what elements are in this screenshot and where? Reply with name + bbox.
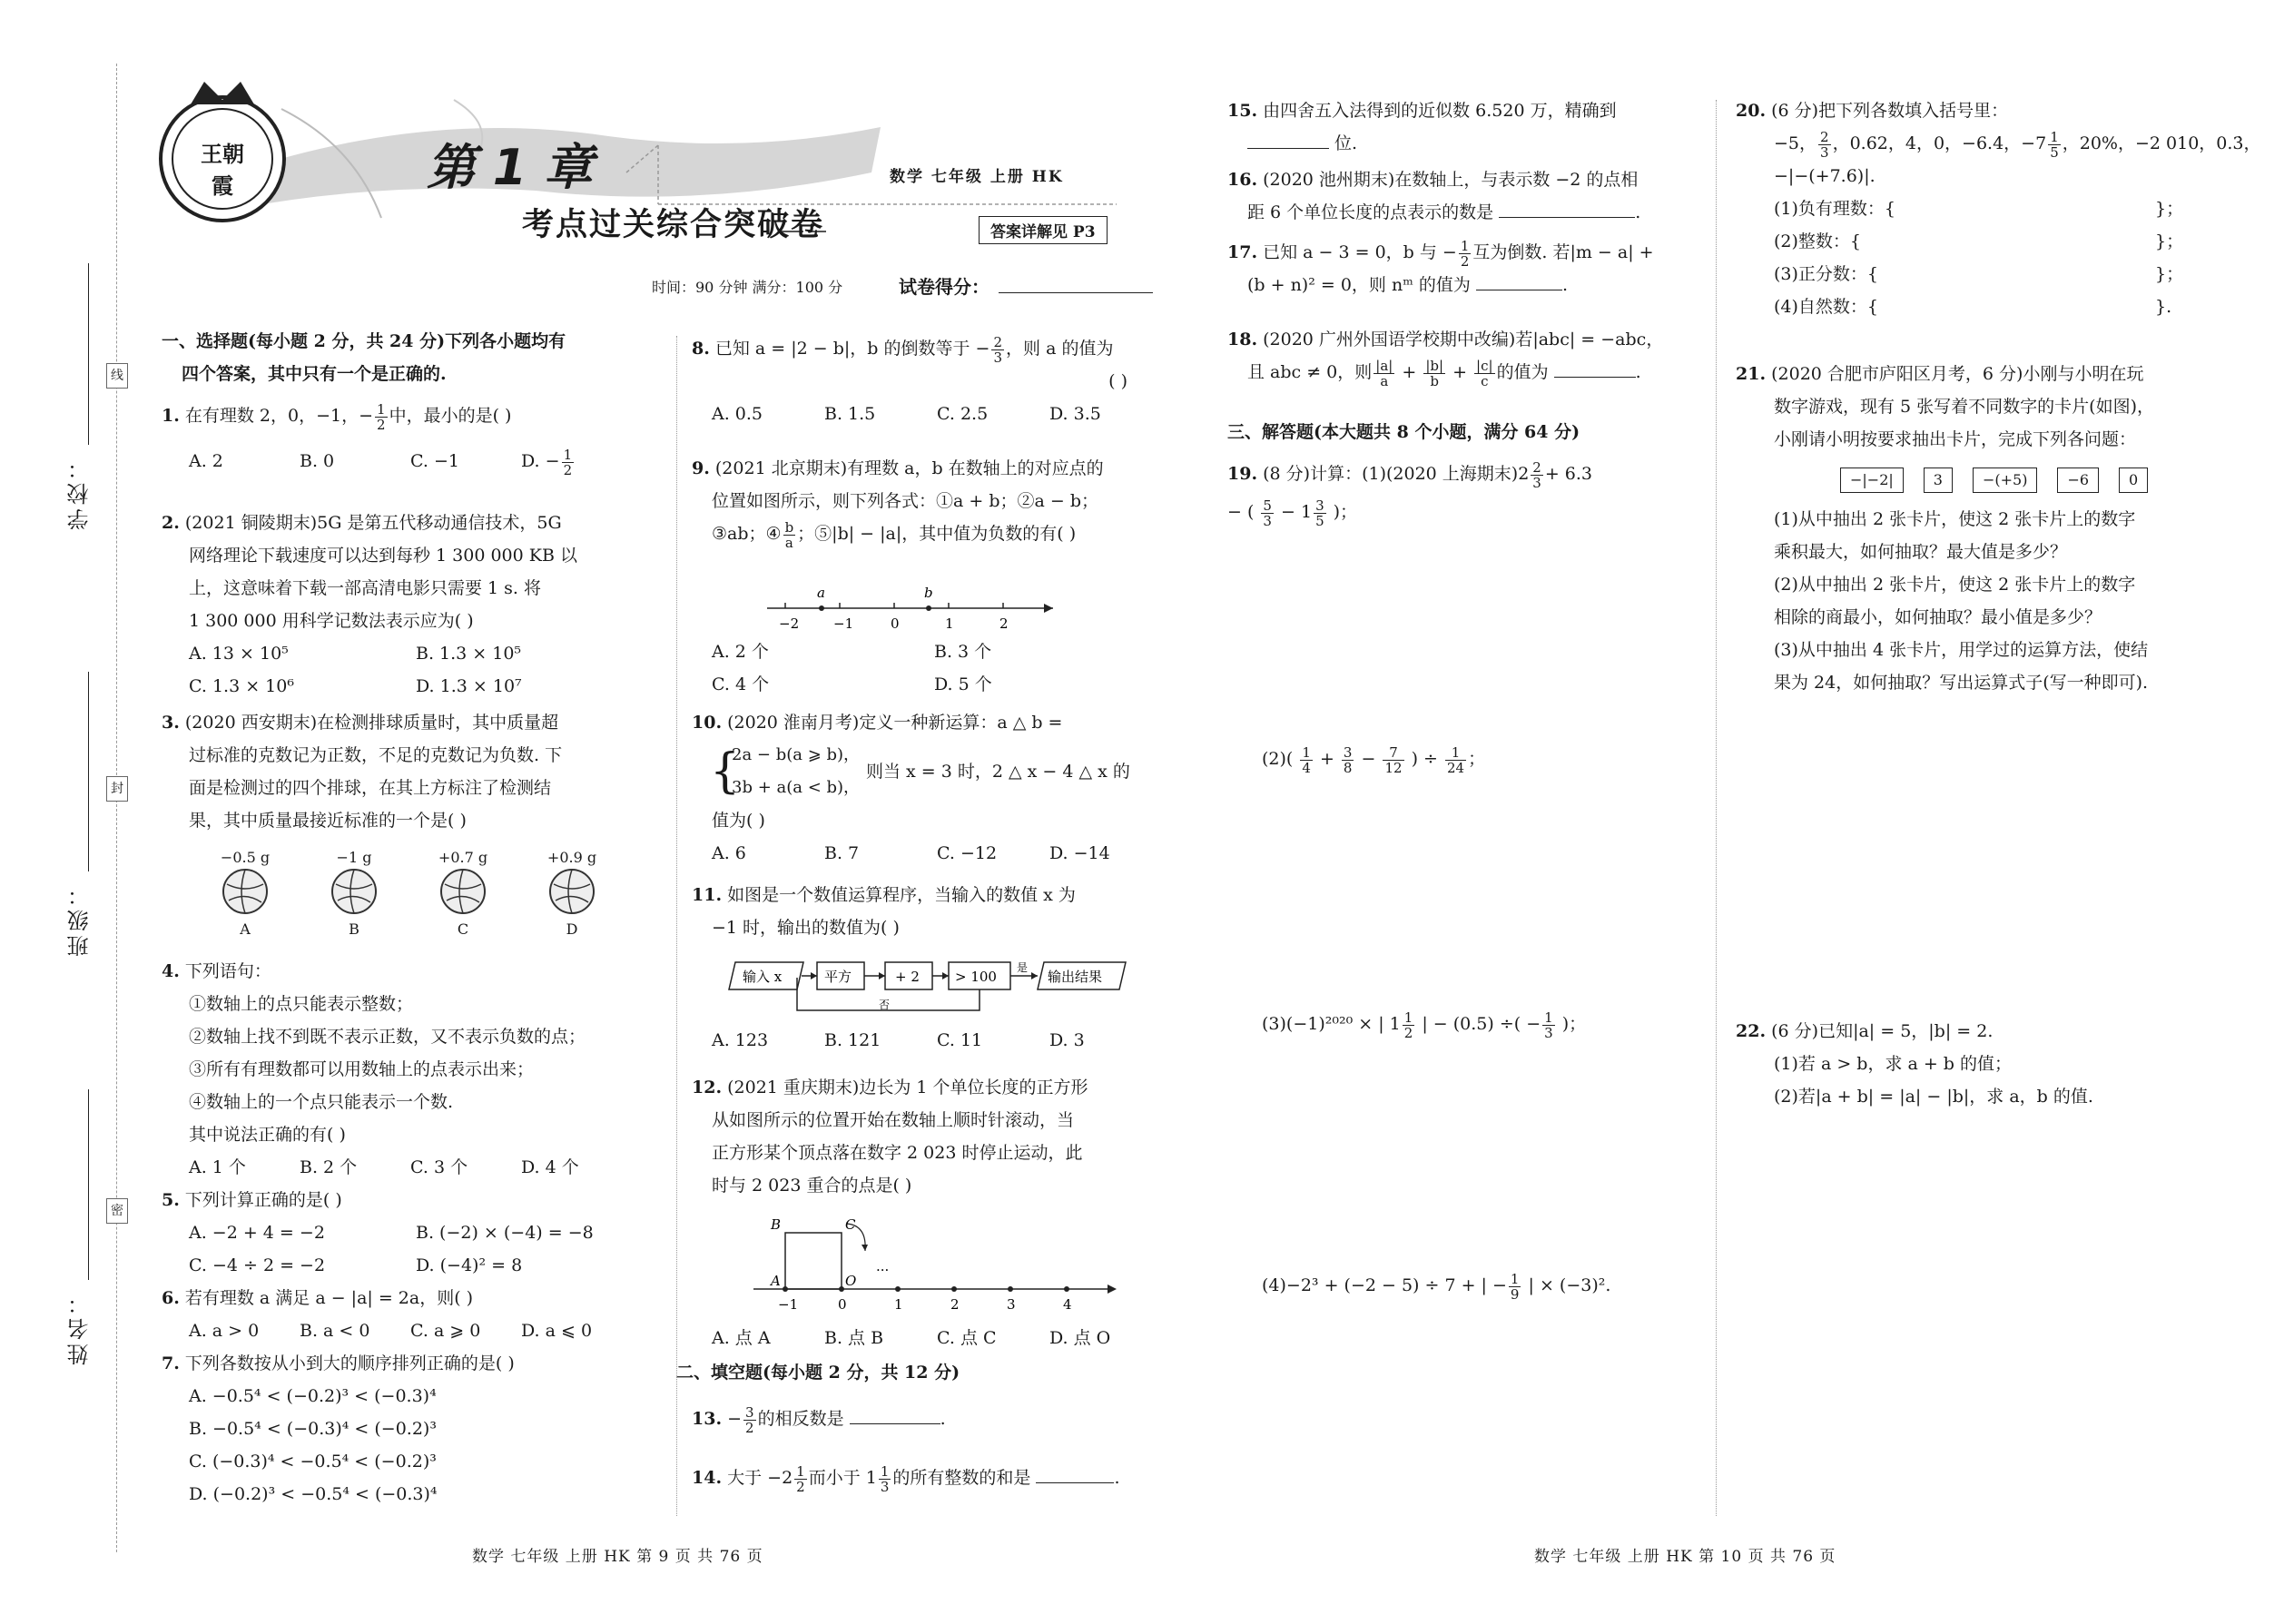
q20-set-1[interactable]: (1)负有理数：{: [1774, 199, 1896, 219]
q5-option-c[interactable]: C. −4 ÷ 2 = −2: [189, 1255, 326, 1275]
q4-option-b[interactable]: B. 2 个: [300, 1157, 358, 1177]
q4-line-6: 其中说法正确的有( ): [189, 1125, 346, 1145]
section-1-title: 一、选择题(每小题 2 分，共 24 分)下列各小题均有: [162, 331, 566, 351]
q12-tick-1: 1: [894, 1296, 903, 1313]
question-2: [162, 507, 656, 703]
q10-case-1: 2a − b(a ⩾ b)，: [732, 745, 861, 764]
q1-option-a[interactable]: A. 2: [189, 451, 223, 471]
q19-part-3: (3)(−1)²⁰²⁰ × | 1 $\frac{1}{2}$ | − (0.5) ÷( − $\frac{1}{3}$ )；: [1262, 1009, 1587, 1041]
q7-option-d[interactable]: D. (−0.2)³ < −0.5⁴ < (−0.3)⁴: [189, 1484, 438, 1504]
question-3: [162, 706, 656, 837]
q12-vertex-b: B: [771, 1216, 782, 1233]
seal-char-line: 线: [106, 363, 128, 389]
q11-flow-square: 平方: [824, 969, 852, 985]
q20-set-4[interactable]: (4)自然数：{: [1774, 297, 1879, 317]
q22-number: 22.: [1736, 1021, 1767, 1041]
q11-options: [692, 1024, 1164, 1057]
q10-number: 10.: [692, 713, 723, 733]
q8-option-a[interactable]: A. 0.5: [712, 404, 763, 424]
card-3[interactable]: −(+5): [1973, 468, 2037, 493]
q4-option-a[interactable]: A. 1 个: [189, 1157, 246, 1177]
q10-brace: {: [710, 744, 741, 799]
q15-blank[interactable]: [1247, 128, 1329, 149]
q7-option-a[interactable]: A. −0.5⁴ < (−0.2)³ < (−0.3)⁴: [189, 1386, 437, 1406]
q11-option-c[interactable]: C. 11: [937, 1030, 983, 1050]
q2-option-a[interactable]: A. 13 × 10⁵: [189, 644, 289, 664]
q10-option-b[interactable]: B. 7: [824, 843, 860, 863]
q17-blank[interactable]: [1476, 270, 1562, 290]
q20-set-3[interactable]: (3)正分数：{: [1774, 264, 1879, 284]
name-label: 姓名：: [67, 1289, 93, 1365]
q9-line-3a: ③ab；④: [712, 524, 782, 544]
q3-ball-d[interactable]: +0.9 g D: [546, 849, 597, 938]
q1-number: 1.: [162, 406, 180, 426]
section-2: [676, 1356, 1167, 1389]
q14-blank[interactable]: [1036, 1462, 1114, 1483]
volleyball-icon: [438, 866, 488, 917]
q12-tick-0: 0: [838, 1296, 847, 1313]
seal-char-seal: 封: [106, 776, 128, 802]
q3-ball-b[interactable]: −1 g B: [300, 849, 409, 949]
question-1: [162, 399, 656, 477]
q12-option-d[interactable]: D. 点 O: [1049, 1328, 1111, 1348]
q9-options: [692, 635, 1164, 701]
q8-answer-paren[interactable]: ( ): [1108, 371, 1127, 391]
q12-line-1: (2021 重庆期末)边长为 1 个单位长度的正方形: [727, 1078, 1088, 1097]
q10-option-c[interactable]: C. −12: [937, 843, 998, 863]
q14-number: 14.: [692, 1468, 723, 1488]
q4-option-d[interactable]: D. 4 个: [521, 1157, 579, 1177]
q9-point-a: [819, 605, 824, 611]
q9-tick-m2: −2: [779, 615, 800, 632]
q9-option-d[interactable]: D. 5 个: [934, 674, 992, 694]
q3-ball-c[interactable]: +0.7 g C: [438, 849, 488, 938]
q2-line-3: 上，这意味着下载一部高清电影只需要 1 s. 将: [189, 578, 541, 598]
q11-option-a[interactable]: A. 123: [712, 1030, 769, 1050]
q3-line-2: 过标准的克数记为正数，不足的克数记为负数. 下: [189, 745, 563, 765]
q1-text-2: 中，最小的是( ): [389, 406, 512, 426]
q9-tick-m1: −1: [833, 615, 854, 632]
q12-vertex-c: C: [845, 1216, 856, 1233]
seal-char-secret: 密: [106, 1198, 128, 1224]
q16-blank[interactable]: [1499, 197, 1635, 218]
q9-option-c[interactable]: C. 4 个: [712, 674, 770, 694]
class-field[interactable]: [88, 672, 89, 871]
q20-set-2[interactable]: (2)整数：{: [1774, 231, 1862, 251]
q4-statement-4: ④数轴上的一个点只能表示一个数.: [189, 1092, 454, 1112]
q12-line-2: 从如图所示的位置开始在数轴上顺时针滚动，当: [712, 1110, 1075, 1130]
score-field[interactable]: [999, 292, 1153, 293]
exam-title: 考点过关综合突破卷: [522, 206, 825, 243]
q7-number: 7.: [162, 1353, 180, 1373]
section-2-title: 二、填空题(每小题 2 分，共 12 分): [676, 1363, 960, 1383]
q10-option-d[interactable]: D. −14: [1049, 843, 1110, 863]
card-4[interactable]: −6: [2057, 468, 2099, 493]
q7-text: 下列各数按从小到大的顺序排列正确的是( ): [184, 1353, 515, 1373]
q15-line-1: 由四舍五入法得到的近似数 6.520 万，精确到: [1263, 101, 1617, 121]
q10-line-1: (2020 淮南月考)定义一种新运算：a △ b =: [727, 713, 1063, 733]
question-6: [162, 1282, 656, 1347]
q19-part-2: (2)( $\frac{1}{4}$ + $\frac{3}{8}$ − $\frac{7}{12}$ ) ÷ $\frac{1}{24}$ ；: [1262, 743, 1486, 776]
q9-number-line: [763, 583, 1062, 637]
q12-option-b[interactable]: B. 点 B: [824, 1328, 884, 1348]
q16-line-1: (2020 池州期末)在数轴上，与表示数 −2 的点相: [1263, 170, 1639, 190]
q1-option-c[interactable]: C. −1: [410, 451, 459, 471]
question-9: 9. (2021 北京期末)有理数 a，b 在数轴上的对应点的 位置如图所示，则下列各式：①a + b；②a − b； ③ab；④ $\frac{b}{a}$ ；⑤|b| − |a|，其中值为负数的有( ): [692, 452, 1164, 550]
card-5[interactable]: 0: [2119, 468, 2148, 493]
q11-flow-compare: > 100: [955, 969, 997, 985]
q8-option-d[interactable]: D. 3.5: [1049, 404, 1101, 424]
subject-tags: 数学 七年级 上册 HK: [890, 168, 1064, 186]
q20-number: 20.: [1736, 101, 1767, 121]
question-22: 22. (6 分)已知|a| = 5，|b| = 2. (1)若 a > b，求 a + b 的值； (2)若|a + b| = |a| − |b|，求 a，b 的值.: [1736, 1021, 2093, 1107]
footer-left: 数学 七年级 上册 HK 第 9 页 共 76 页: [472, 1548, 763, 1566]
volleyball-icon: [220, 866, 271, 917]
question-20: 20. (6 分)把下列各数填入括号里： −5， $\frac{2}{3}$ ，0.62，4，0，−6.4，−7 $\frac{1}{5}$ ，20%，−2 010，0.3̇， −|−(+7.6)|. (1)负有理数：{ }； (2)整数：{ }； (3)正分数：{ }； (4)自然数：{ }.: [1736, 94, 2235, 323]
q7-option-c[interactable]: C. (−0.3)⁴ < −0.5⁴ < (−0.2)³: [189, 1452, 437, 1471]
q12-line-3: 正方形某个顶点落在数字 2 023 时停止运动，此: [712, 1143, 1083, 1163]
q4-number: 4.: [162, 961, 180, 981]
q5-option-a[interactable]: A. −2 + 4 = −2: [189, 1223, 325, 1243]
q11-number: 11.: [692, 885, 723, 905]
q9-point-b: [926, 605, 931, 611]
q3-number: 3.: [162, 713, 180, 733]
q13-text: 的相反数是: [757, 1409, 844, 1429]
q17-number: 17.: [1227, 242, 1258, 262]
footer-right: 数学 七年级 上册 HK 第 10 页 共 76 页: [1534, 1548, 1836, 1566]
q2-option-b[interactable]: B. 1.3 × 10⁵: [416, 644, 522, 664]
q9-tick-0: 0: [891, 615, 900, 632]
q11-flow-input: 输入 x: [743, 969, 783, 985]
q5-option-d[interactable]: D. (−4)² = 8: [416, 1255, 523, 1275]
q9-line-1: (2021 北京期末)有理数 a，b 在数轴上的对应点的: [714, 458, 1104, 478]
section-1-title-2: 四个答案，其中只有一个是正确的.: [182, 364, 447, 384]
q18-blank[interactable]: [1554, 357, 1636, 378]
q2-option-d[interactable]: D. 1.3 × 10⁷: [416, 676, 522, 696]
answer-ref-box: 答案详解见 P3: [979, 216, 1108, 244]
q12-tick-m1: −1: [778, 1296, 799, 1313]
q9-line-3b: ；⑤|b| − |a|，其中值为负数的有( ): [797, 524, 1077, 544]
q12-dots: ...: [876, 1258, 890, 1275]
q12-number-line: [749, 1216, 1130, 1321]
q12-tick-3: 3: [1007, 1296, 1016, 1313]
chapter-title: 第 1 章: [427, 139, 594, 196]
question-17: 17. 已知 a − 3 = 0，b 与 − $\frac{1}{2}$ 互为倒数. 若|m − a| + (b + n)² = 0，则 nᵐ 的值为 .: [1227, 237, 1654, 295]
q6-number: 6.: [162, 1288, 180, 1308]
volleyball-icon: [546, 866, 597, 917]
q8-option-b[interactable]: B. 1.5: [824, 404, 876, 424]
q3-ball-a[interactable]: −0.5 g A: [220, 849, 271, 938]
school-label: 学校：: [67, 454, 93, 530]
question-8: 8. 已知 a = |2 − b|，b 的倒数等于 − $\frac{2}{3}$ ，则 a 的值为 ( ) A. 0.5 B. 1.5 C. 2.5 D. 3.5: [692, 332, 1164, 430]
question-14: 14. 大于 −2 $\frac{1}{2}$ 而小于 1 $\frac{1}{3}$ 的所有整数的和是 .: [692, 1462, 1120, 1495]
q11-flow-no: 否: [879, 999, 891, 1011]
q9-tick-2: 2: [999, 615, 1009, 632]
q11-flowchart: [726, 958, 1135, 1017]
q8-text-2: ，则 a 的值为: [1006, 339, 1114, 359]
q18-line-1: (2020 广州外国语学校期中改编)若|abc| = −abc，: [1263, 330, 1664, 349]
q2-number: 2.: [162, 513, 180, 533]
question-21: 21. (2020 合肥市庐阳区月考，6 分)小刚与小明在玩 数字游戏，现有 5 张写着不同数字的卡片(如图)， 小刚请小明按要求抽出卡片，完成下列各问题： −|−2| 3 −(+5) −6 0 (1)从中抽出 2 张卡片，使这 2 张卡片上的数字 乘积最大，如何抽取？最大值是多少？ (2)从中抽出 2 张卡片，使这 2 张卡片上的数字 相除的商最小，如何抽取？最小值是多少？ (3)从中抽出 4 张卡片，用学过的运算方法，使结 果为 24，如何抽取？写出运算式子(写一种即可).: [1736, 364, 2154, 693]
q3-line-1: (2020 西安期末)在检测排球质量时，其中质量超: [184, 713, 559, 733]
score-label: 试卷得分：: [899, 276, 989, 298]
q11-flow-output: 输出结果: [1048, 969, 1103, 985]
question-7: [162, 1347, 656, 1511]
q3-line-3: 面是检测过的四个排球，在其上方标注了检测结: [189, 778, 552, 798]
q19-part-4: (4)−2³ + (−2 − 5) ÷ 7 + | − $\frac{1}{9}$ | × (−3)².: [1262, 1270, 1611, 1303]
q11-option-d[interactable]: D. 3: [1049, 1030, 1085, 1050]
q12-option-a[interactable]: A. 点 A: [712, 1328, 771, 1348]
q10-option-a[interactable]: A. 6: [712, 843, 746, 863]
q6-text: 若有理数 a 满足 a − |a| = 2a，则( ): [184, 1288, 474, 1308]
q12-vertex-o: O: [845, 1273, 857, 1289]
question-5: [162, 1184, 656, 1282]
q6-option-c[interactable]: C. a ⩾ 0: [410, 1321, 481, 1341]
time-info: 时间：90 分钟 满分：100 分: [652, 279, 843, 296]
q18-number: 18.: [1227, 330, 1258, 349]
section-1: [162, 325, 656, 390]
q12-tick-2: 2: [950, 1296, 960, 1313]
logo: 王朝霞: [201, 141, 244, 199]
q8-option-c[interactable]: C. 2.5: [937, 404, 989, 424]
question-12: [692, 1071, 1164, 1202]
question-15: 15. 由四舍五入法得到的近似数 6.520 万，精确到 位.: [1227, 101, 1617, 153]
q9-tick-1: 1: [945, 615, 954, 632]
q10-after: 则当 x = 3 时，2 △ x − 4 △ x 的: [866, 762, 1130, 782]
q8-text: 已知 a = |2 − b|，b 的倒数等于 −: [714, 339, 990, 359]
q12-square: [785, 1233, 842, 1289]
q13-number: 13.: [692, 1409, 723, 1429]
q11-flow-add2: + 2: [895, 969, 920, 985]
q8-number: 8.: [692, 339, 710, 359]
q4-statement-3: ③所有有理数都可以用数轴上的点表示出来；: [189, 1059, 535, 1079]
question-11: [692, 879, 1164, 944]
q2-line-1: (2021 铜陵期末)5G 是第五代移动通信技术，5G: [184, 513, 562, 533]
binding-cut-line: [116, 64, 117, 1552]
q4-statement-1: ①数轴上的点只能表示整数；: [189, 994, 414, 1014]
column-divider-1: [676, 336, 677, 1516]
q11-flow-yes: 是: [1017, 961, 1029, 974]
q9-label-a: a: [817, 585, 825, 601]
q10-line-4: 值为( ): [712, 811, 765, 831]
q9-line-2: 位置如图所示，则下列各式：①a + b；②a − b；: [712, 491, 1098, 511]
q3-balls: [191, 849, 626, 949]
q2-line-4: 1 300 000 用科学记数法表示应为( ): [189, 611, 474, 631]
q1-option-d[interactable]: D. − $\frac{1}{2}$: [521, 446, 573, 478]
q11-line-2: −1 时，输出的数值为( ): [712, 918, 900, 938]
question-19: 19. (8 分)计算：(1)(2020 上海期末)2 $\frac{2}{3}$ + 6.3 − ( $\frac{5}{3}$ − 1 $\frac{3}{5}$ )；: [1227, 458, 1593, 529]
column-divider-3: [1716, 100, 1717, 1516]
q6-option-a[interactable]: A. a > 0: [189, 1321, 260, 1341]
q9-option-a[interactable]: A. 2 个: [712, 642, 769, 662]
q15-number: 15.: [1227, 101, 1258, 121]
q13-blank[interactable]: [850, 1403, 940, 1424]
class-label: 班级：: [67, 881, 93, 957]
school-field[interactable]: [88, 263, 89, 445]
q12-line-4: 时与 2 023 重合的点是( ): [712, 1176, 912, 1196]
q4-option-c[interactable]: C. 3 个: [410, 1157, 468, 1177]
volleyball-icon: [329, 866, 379, 917]
q4-statement-2: ②数轴上找不到既不表示正数，又不表示负数的点；: [189, 1027, 586, 1047]
card-2[interactable]: 3: [1924, 468, 1953, 493]
frac-half: $\frac{1}{2}$: [377, 400, 386, 433]
question-13: 13. − $\frac{3}{2}$ 的相反数是 .: [692, 1403, 946, 1436]
q12-tick-4: 4: [1063, 1296, 1072, 1313]
q16-number: 16.: [1227, 170, 1258, 190]
q2-line-2: 网络理论下载速度可以达到每秒 1 300 000 KB 以: [189, 546, 577, 566]
card-1[interactable]: −|−2|: [1840, 468, 1904, 493]
name-field[interactable]: [88, 1089, 89, 1280]
question-4: [162, 955, 656, 1184]
q12-vertex-a: A: [771, 1273, 781, 1289]
q7-option-b[interactable]: B. −0.5⁴ < (−0.3)⁴ < (−0.2)³: [189, 1419, 437, 1439]
q2-option-c[interactable]: C. 1.3 × 10⁶: [189, 676, 294, 696]
q21-number: 21.: [1736, 364, 1767, 384]
section-3-title: 三、解答题(本大题共 8 个小题，满分 64 分): [1227, 422, 1580, 442]
q9-option-b[interactable]: B. 3 个: [934, 642, 992, 662]
q1-option-b[interactable]: B. 0: [300, 451, 335, 471]
header: [154, 54, 1153, 309]
q10-case-2: 3b + a(a < b)，: [732, 778, 861, 797]
q9-number: 9.: [692, 458, 710, 478]
q1-text: 在有理数 2，0，−1，−: [184, 406, 374, 426]
q9-label-b: b: [924, 585, 933, 601]
q5-number: 5.: [162, 1190, 180, 1210]
q4-line-1: 下列语句：: [184, 961, 271, 981]
question-16: 16. (2020 池州期末)在数轴上，与表示数 −2 的点相 距 6 个单位长度的点表示的数是 .: [1227, 170, 1641, 222]
section-3: [1227, 416, 1699, 448]
q6-option-d[interactable]: D. a ⩽ 0: [521, 1321, 593, 1341]
q19-number: 19.: [1227, 464, 1258, 484]
q14-text: 的所有整数的和是: [892, 1468, 1031, 1488]
q12-option-c[interactable]: C. 点 C: [937, 1328, 997, 1348]
q6-option-b[interactable]: B. a < 0: [300, 1321, 370, 1341]
q5-option-b[interactable]: B. (−2) × (−4) = −8: [416, 1223, 594, 1243]
q11-line-1: 如图是一个数值运算程序，当输入的数值 x 为: [727, 885, 1076, 905]
question-18: 18. (2020 广州外国语学校期中改编)若|abc| = −abc， 且 abc ≠ 0，则 $\frac{|a|}{a}$ + $\frac{|b|}{b}$ + $\frac{|c|}{c}$ 的值为 .: [1227, 330, 1664, 389]
question-10: [692, 706, 1164, 870]
q3-line-4: 果，其中质量最接近标准的一个是( ): [189, 811, 467, 831]
q12-number: 12.: [692, 1078, 723, 1097]
q12-options: [692, 1322, 1164, 1354]
q5-text: 下列计算正确的是( ): [184, 1190, 342, 1210]
q11-option-b[interactable]: B. 121: [824, 1030, 881, 1050]
